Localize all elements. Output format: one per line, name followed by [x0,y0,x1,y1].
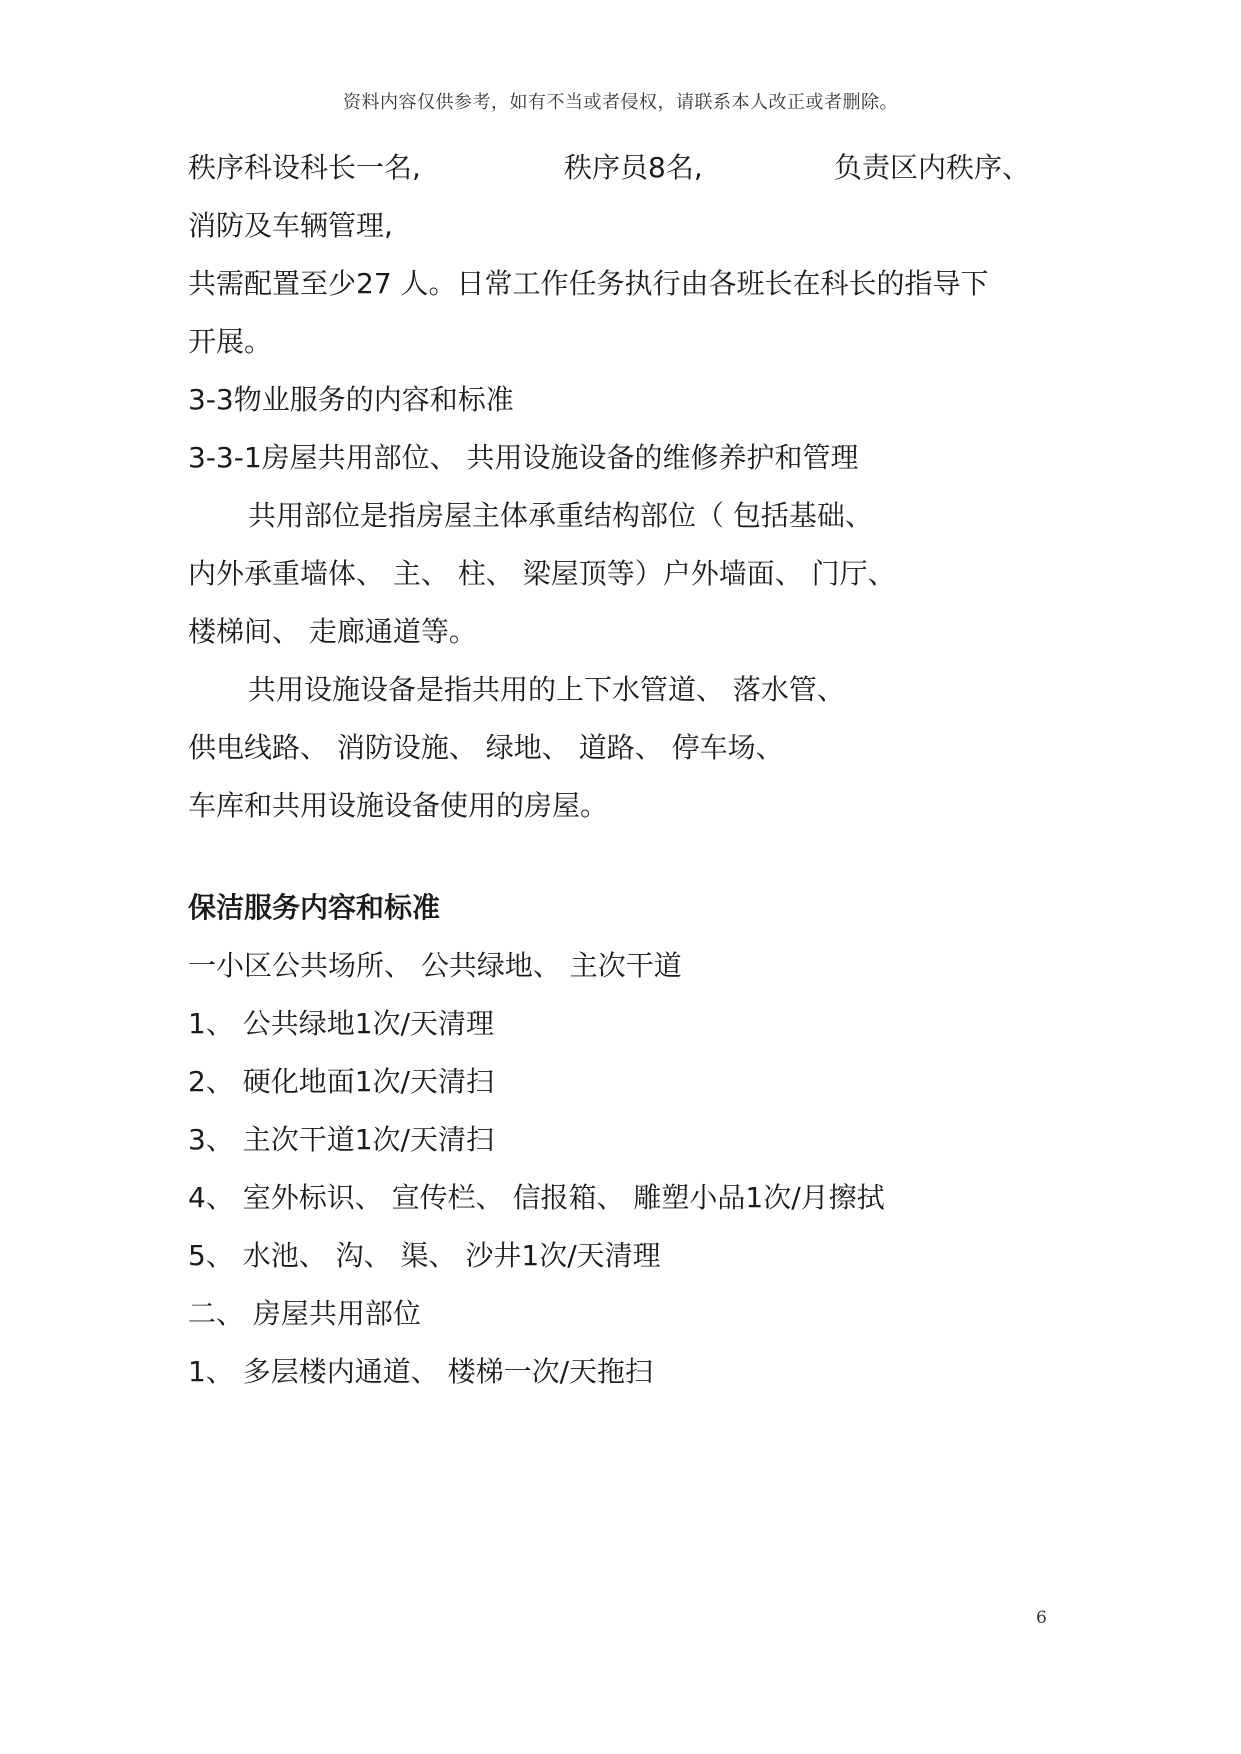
list-item-1: 1、 公共绿地1次/天清理 [188,1007,494,1040]
page-number: 6 [1036,1608,1047,1628]
body-line4: 开展。 [188,325,273,358]
body-line1-part1: 秩序科设科长一名, [188,151,421,184]
list-item-4: 4、 室外标识、 宣传栏、 信报箱、 雕塑小品1次/月擦拭 [188,1181,885,1214]
section-two-heading: 二、 房屋共用部位 [188,1297,421,1330]
cleaning-heading: 保洁服务内容和标准 [188,891,441,924]
section-one-heading: 一小区公共场所、 公共绿地、 主次干道 [188,949,682,982]
paragraph1-line1: 共用部位是指房屋主体承重结构部位（ 包括基础、 [248,499,873,532]
paragraph2-line1: 共用设施设备是指共用的上下水管道、 落水管、 [248,673,845,706]
header-disclaimer: 资料内容仅供参考，如有不当或者侵权，请联系本人改正或者删除。 [343,92,898,113]
paragraph1-line2: 内外承重墙体、 主、 柱、 梁屋顶等）户外墙面、 门厅、 [188,557,896,590]
paragraph2-line2: 供电线路、 消防设施、 绿地、 道路、 停车场、 [188,731,784,764]
list-item-5: 5、 水池、 沟、 渠、 沙井1次/天清理 [188,1239,661,1272]
body-line2: 消防及车辆管理, [188,209,393,242]
paragraph2-line3: 车库和共用设施设备使用的房屋。 [188,789,609,822]
list-item-2: 2、 硬化地面1次/天清扫 [188,1065,494,1098]
section-heading-3-3-1: 3-3-1房屋共用部位、 共用设施设备的维修养护和管理 [188,441,859,474]
body-line1-part2: 秩序员8名, [564,151,703,184]
section-two-item-1: 1、 多层楼内通道、 楼梯一次/天拖扫 [188,1355,654,1388]
paragraph1-line3: 楼梯间、 走廊通道等。 [188,615,477,648]
list-item-3: 3、 主次干道1次/天清扫 [188,1123,494,1156]
body-line1-part3: 负责区内秩序、 [834,151,1031,184]
body-line3: 共需配置至少27 人。日常工作任务执行由各班长在科长的指导下 [188,267,989,300]
section-heading-3-3: 3-3物业服务的内容和标准 [188,383,514,416]
